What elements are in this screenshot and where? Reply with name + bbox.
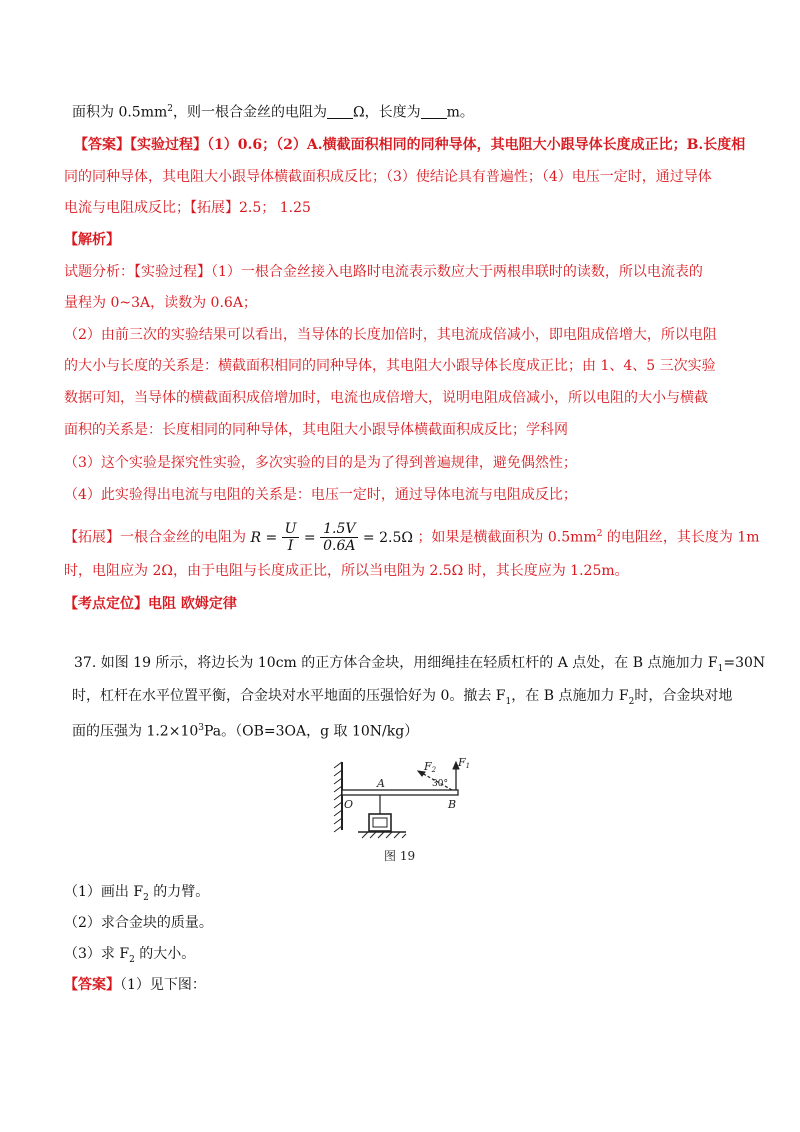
sub-q1-text-b: 的力臂。	[148, 884, 210, 900]
extension-line-2: 时，电阻应为 2Ω，由于电阻与长度成正比，所以当电阻为 2.5Ω 时，其长度应为 1.25m。	[64, 563, 629, 579]
analysis-line-3: （2）由前三次的实验结果可以看出，当导体的长度加倍时，其电流成倍减小，即电阻成倍增大，所以电阻	[64, 327, 717, 343]
q37-answer-line	[64, 975, 206, 995]
analysis-line-8: （4）此实验得出电流与电阻的关系是：电压一定时，通过导体电流与电阻成反比；	[64, 487, 577, 503]
sub-q1-sub: 2	[143, 892, 149, 903]
sub-q3-sub: 2	[129, 954, 135, 965]
frac2-den: 0.6A	[323, 538, 356, 555]
answer-line-3: 电流与电阻成反比；【拓展】2.5； 1.25	[64, 200, 311, 216]
analysis-title: 【解析】	[64, 232, 120, 248]
q37-line3-text-b: Pa。（OB=3OA，g 取 10N/kg）	[204, 723, 419, 740]
q37-line2-text-c: 时，合金块对地	[634, 688, 733, 704]
extension-sup: 2	[596, 529, 603, 539]
frac1-num: U	[282, 521, 300, 538]
q37-answer-label: 【答案】	[64, 977, 120, 993]
sub-question-1	[64, 882, 209, 908]
q36-tail-unit-m: m。	[446, 104, 474, 121]
q36-tail-text2: ，则一根合金丝的电阻为	[173, 104, 327, 121]
q37-line-2	[72, 686, 732, 712]
sub-q3-text: （3）求 F	[64, 946, 130, 962]
label-b: B	[448, 798, 457, 811]
formula-result: = 2.5Ω	[362, 529, 413, 546]
q37-line-3	[72, 718, 418, 742]
answer-line-1: 【答案】【实验过程】（1）0.6；（2）A.横截面积相同的同种导体，其电阻大小跟导体长度成正比；B.长度相	[74, 137, 746, 153]
figure-19	[328, 756, 478, 872]
q37-line3-sup: 3	[198, 723, 204, 733]
frac1-den: I	[287, 538, 294, 555]
q37-line2-text-b: ，在 B 点施加力 F	[511, 688, 629, 704]
q37-line2-sub2: 2	[628, 696, 635, 707]
q37-answer-text: （1）见下图：	[120, 977, 206, 993]
q36-tail-sup: 2	[167, 104, 173, 114]
wall	[334, 762, 342, 832]
analysis-line-1: 试题分析：【实验过程】（1）一根合金丝接入电路时电流表示数应大于两根串联时的读数，所以电流表的	[64, 264, 703, 280]
q37-line2-sub1: 1	[505, 696, 512, 707]
answer-line-2: 同的同种导体，其电阻大小跟导体横截面积成反比；（3）使结论具有普遍性；（4）电压一定时，通过导体	[64, 169, 712, 185]
q36-tail	[72, 99, 474, 123]
extension-tail: 的电阻丝，其长度为 1m	[602, 529, 760, 546]
sub-q1-text: （1）画出 F	[64, 884, 144, 900]
extension-line	[64, 514, 760, 554]
analysis-line-2: 量程为 0~3A，读数为 0.6A；	[64, 295, 257, 311]
sub-q3-text-b: 的大小。	[134, 946, 196, 962]
q37-line3-text: 面的压强为 1.2×10	[72, 723, 199, 740]
q37-line1-text: 37. 如图 19 所示，将边长为 10cm 的正方体合金块，用细绳挂在轻质杠杆的 A 点处，在 B 点施加力 F	[74, 655, 718, 671]
q37-line1-sub: 1	[717, 663, 724, 674]
fraction-u-over-i	[282, 521, 300, 554]
ground	[358, 832, 406, 838]
q36-tail-text: 面积为 0.5mm	[72, 104, 168, 121]
analysis-line-6: 面积的关系是：长度相同的同种导体，其电阻大小跟导体横截面积成反比；学科网	[64, 422, 568, 438]
analysis-line-7: （3）这个实验是探究性实验，多次实验的目的是为了得到普遍规律，避免偶然性；	[64, 455, 577, 471]
extension-suffix: ；如果是横截面积为 0.5mm	[417, 529, 597, 546]
label-angle: 30°	[432, 779, 448, 789]
analysis-line-4: 的大小与长度的关系是：横截面积相同的同种导体，其电阻大小跟导体长度成正比；由 1、4、5 三次实验	[64, 358, 716, 374]
blank-ohm	[327, 104, 353, 119]
q37-line-1	[74, 653, 765, 679]
label-o: O	[344, 798, 354, 811]
lever-diagram	[328, 756, 478, 868]
sub-question-3	[64, 944, 195, 970]
formula: R = $\frac{U}{I}$ = $\frac{1.5V}{0.6A}$ = 2.5Ω	[250, 521, 413, 555]
analysis-line-5: 数据可知，当导体的横截面积成倍增加时，电流也成倍增大，说明电阻成倍减小，所以电阻的大小与横截	[64, 390, 708, 406]
q37-line1-text-b: =30N	[723, 655, 766, 671]
blank-m	[421, 104, 447, 119]
figure-caption: 图 19	[384, 849, 416, 863]
sub-question-2: （2）求合金块的质量。	[64, 915, 213, 931]
extension-prefix: 【拓展】一根合金丝的电阻为	[64, 529, 251, 546]
kaodian-line: 【考点定位】电阻 欧姆定律	[64, 596, 237, 612]
fraction-values	[320, 521, 358, 554]
lever-bar	[342, 790, 458, 795]
label-f2: F2	[424, 760, 437, 774]
q37-line2-text: 时，杠杆在水平位置平衡，合金块对水平地面的压强恰好为 0。撤去 F	[72, 688, 506, 704]
label-f1: F1	[458, 756, 471, 770]
frac2-num: 1.5V	[320, 521, 358, 538]
q36-tail-unit-ohm: Ω，长度为	[353, 104, 421, 121]
label-a: A	[377, 777, 385, 790]
formula-r: R =	[250, 529, 278, 546]
